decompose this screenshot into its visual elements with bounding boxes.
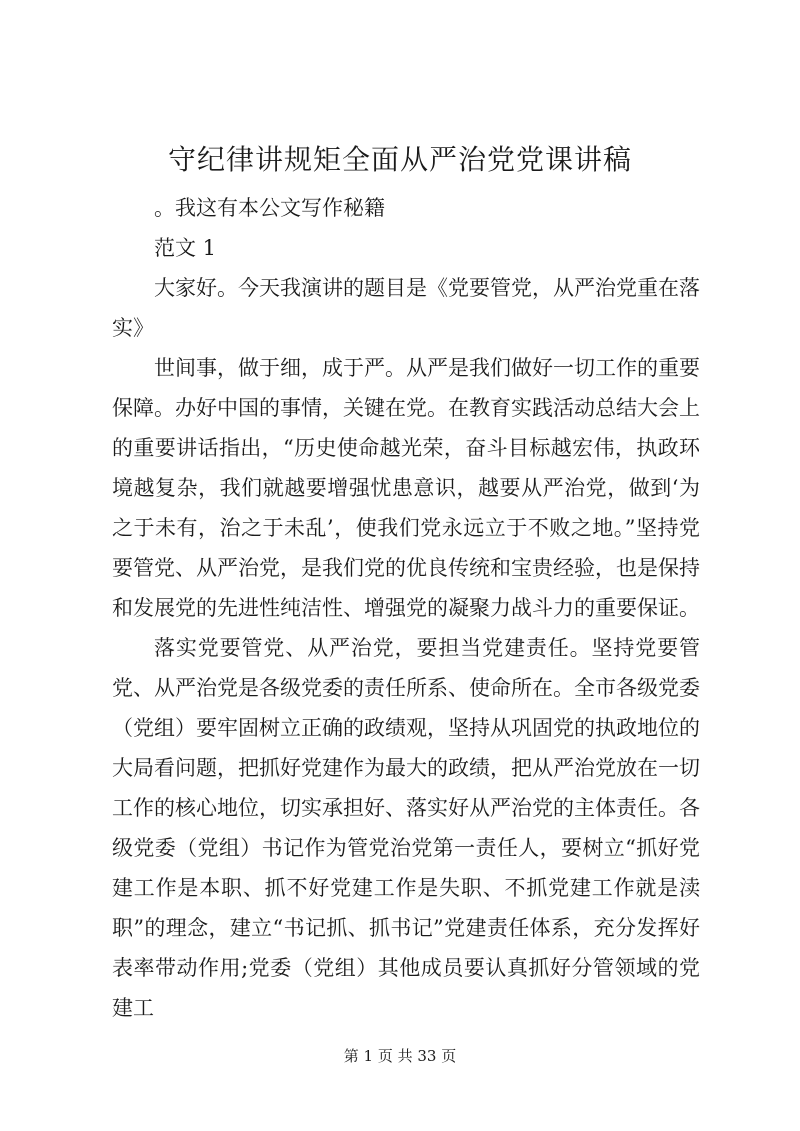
document-title: 守纪律讲规矩全面从严治党党课讲稿 [167,143,632,176]
page-footer: 第 1 页 共 33 页 [343,1047,457,1065]
paragraph-responsibility: 落实党要管党、从严治党，要担当党建责任。坚持党要管党、从严治党是各级党委的责任所系、使命所在。全市各级党委（党组）要牢固树立正确的政绩观，坚持从巩固党的执政地位的大局看问题，把抓好党建作为最大的政绩，把从严治党放在一切工作的核心地位，切实承担好、落实好从严治党的主体责任。各级党委（党组）书记作为管党治党第一责任人，要树立“抓好党建工作是本职、抓不好党建工作是失职、不抓党建工作就是渎职”的理念，建立“书记抓、抓书记”党建责任体系，充分发挥好表率带动作用;党委（党组）其他成员要认真抓好分管领域的党建工 [112,636,700,1020]
paragraph-greeting: 大家好。今天我演讲的题目是《党要管党，从严治党重在落实》 [112,276,700,340]
paragraph-sample-label: 范文 1 [154,236,217,260]
paragraph-strictness: 世间事，做于细，成于严。从严是我们做好一切工作的重要保障。办好中国的事情，关键在党。在教育实践活动总结大会上的重要讲话指出，“历史使命越光荣，奋斗目标越宏伟，执政环境越复杂，我们就越要增强忧患意识，越要从严治党，做到‘为之于未有，治之于未乱’，使我们党永远立于不败之地。”坚持党要管党、从严治党，是我们党的优良传统和宝贵经验，也是保持和发展党的先进性纯洁性、增强党的凝聚力战斗力的重要保证。 [112,356,700,620]
document-body [112,188,700,1028]
paragraph-intro-note: 。我这有本公文写作秘籍 [154,196,385,220]
